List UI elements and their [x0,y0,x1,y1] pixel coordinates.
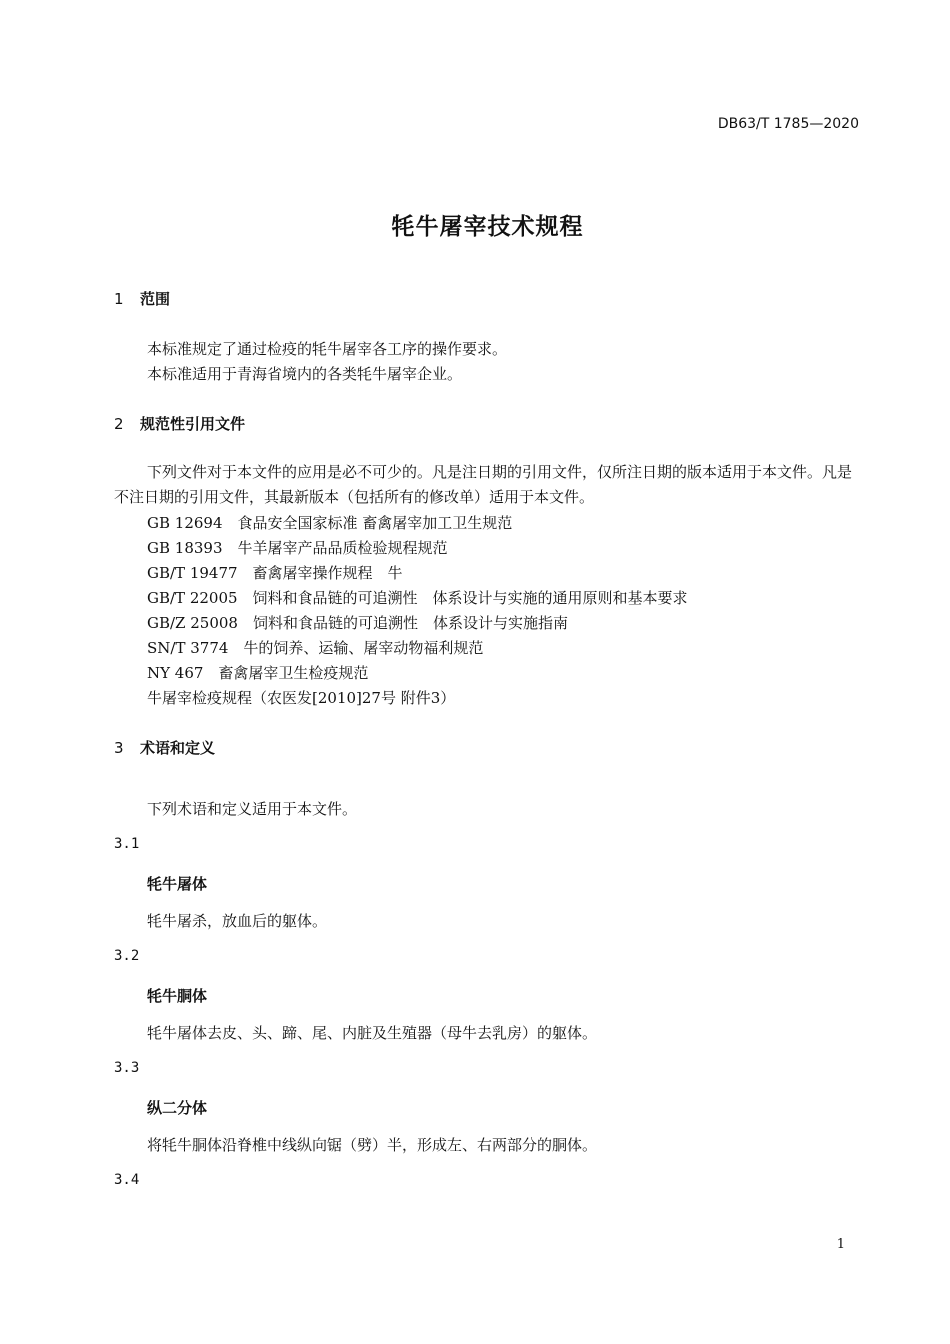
term-definition: 牦牛屠体去皮、头、蹄、尾、内脏及生殖器（母牛去乳房）的躯体。 [147,1024,598,1042]
standard-code: DB63/T 1785—2020 [717,116,859,132]
term-number: 3.4 [114,1172,140,1188]
term-name: 牦牛屠体 [147,875,208,893]
reference-item: GB/Z 25008 饲料和食品链的可追溯性 体系设计与实施指南 [147,614,568,632]
page-number: 1 [836,1237,845,1252]
section-title: 规范性引用文件 [140,415,246,433]
reference-item: GB 12694 食品安全国家标准 畜禽屠宰加工卫生规范 [147,514,513,532]
reference-item: GB 18393 牛羊屠宰产品品质检验规程规范 [147,539,448,557]
section-heading-scope [114,288,170,309]
reference-item: GB/T 22005 饲料和食品链的可追溯性 体系设计与实施的通用原则和基本要求 [147,589,688,607]
section-number: 3 [114,739,124,757]
term-number: 3.3 [114,1060,140,1076]
reference-item: GB/T 19477 畜禽屠宰操作规程 牛 [147,564,403,582]
section-heading-normative-references [114,413,245,434]
references-intro-paragraph: 下列文件对于本文件的应用是必不可少的。凡是注日期的引用文件，仅所注日期的版本适用于本文件。凡是不注日期的引用文件，其最新版本（包括所有的修改单）适用于本文件。 [114,463,853,506]
terms-intro-paragraph: 下列术语和定义适用于本文件。 [147,800,358,818]
document-title: 牦牛屠宰技术规程 [391,214,584,240]
section-heading-terms-definitions [114,737,215,758]
section-number: 2 [114,415,124,433]
term-number: 3.1 [114,836,140,852]
scope-paragraph: 本标准适用于青海省境内的各类牦牛屠宰企业。 [147,365,463,383]
term-name: 纵二分体 [147,1099,208,1117]
section-title: 范围 [140,290,171,308]
reference-item: SN/T 3774 牛的饲养、运输、屠宰动物福利规范 [147,639,484,657]
term-definition: 牦牛屠杀，放血后的躯体。 [147,912,328,930]
scope-paragraph: 本标准规定了通过检疫的牦牛屠宰各工序的操作要求。 [147,340,508,358]
reference-item: 牛屠宰检疫规程（农医发[2010]27号 附件3） [147,689,456,707]
reference-item: NY 467 畜禽屠宰卫生检疫规范 [147,664,369,682]
section-title: 术语和定义 [140,739,216,757]
term-number: 3.2 [114,948,140,964]
term-name: 牦牛胴体 [147,987,208,1005]
section-number: 1 [114,290,124,308]
term-definition: 将牦牛胴体沿脊椎中线纵向锯（劈）半，形成左、右两部分的胴体。 [147,1136,598,1154]
